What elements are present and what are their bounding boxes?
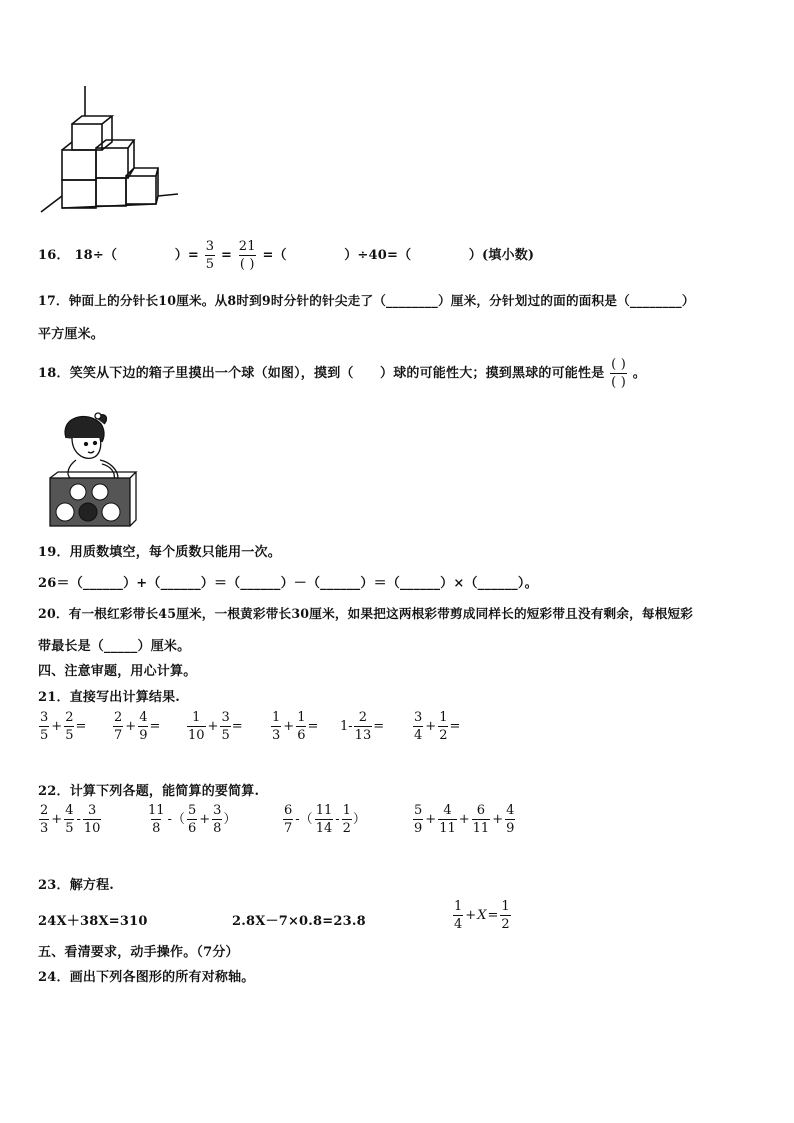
question-23-label: 23．解方程.	[38, 878, 115, 893]
q16-fraction-1: $\frac{3}{5}$	[205, 239, 215, 272]
question-18	[38, 358, 646, 389]
q18-fraction: $\frac{( )}{( )}$	[611, 357, 627, 390]
q21-item-5: 1- $\frac{2}{13}$ =	[340, 710, 385, 743]
q16-label: 16．	[38, 248, 70, 263]
q16-equals: =	[220, 248, 233, 263]
q16-text-c: =（	[262, 248, 287, 263]
question-19-line-2: 26＝（______）+（______）＝（______）－（______）＝（______）×（______）。	[38, 576, 538, 591]
question-16	[38, 240, 534, 271]
question-17-line-2: 平方厘米。	[38, 327, 105, 342]
q22-expression-2: $\frac{11}{8}$ -（ $\frac{5}{6}$ + $\frac{3}{8}$ ）	[148, 803, 237, 836]
q21-item-4: $\frac{1}{3}$ + $\frac{1}{6}$ =	[272, 710, 319, 743]
cube-stack-figure	[38, 84, 183, 216]
question-22-label: 22．计算下列各题，能简算的要简算.	[38, 784, 260, 799]
q21-expressions	[38, 711, 758, 751]
q16-text-b: ）=	[174, 248, 199, 263]
q21-item-2: $\frac{2}{7}$ + $\frac{4}{9}$ =	[114, 710, 161, 743]
q21-item-1: $\frac{3}{5}$ + $\frac{2}{5}$ =	[40, 710, 87, 743]
section-5-heading: 五、看清要求，动手操作。（7分）	[38, 945, 239, 960]
q23-equation-2: 2.8X－7×0.8=23.8	[232, 914, 366, 929]
q22-expression-3: $\frac{6}{7}$ -（ $\frac{11}{14}$ - $\frac{1}{2}$ ）	[284, 803, 366, 836]
question-19-line-1: 19．用质数填空，每个质数只能用一次。	[38, 545, 281, 560]
girl-with-ball-box-illustration	[48, 408, 138, 532]
section-4-heading: 四、注意审题，用心计算。	[38, 664, 197, 679]
q23-equation-1: 24X＋38X=310	[38, 914, 148, 929]
q22-expression-4: $\frac{5}{9}$ + $\frac{4}{11}$ + $\frac{6}{11}$ + $\frac{4}{9}$	[414, 803, 515, 836]
q16-text-e: ）(填小数)	[468, 248, 535, 263]
q23-equation-3: $\frac{1}{4}$ +X= $\frac{1}{2}$	[454, 899, 510, 932]
q16-text-a: 18÷（	[74, 248, 118, 263]
q16-fraction-2: $\frac{21}{( )}$	[238, 239, 256, 272]
question-24: 24．画出下列各图形的所有对称轴。	[38, 970, 255, 985]
q22-expression-1: $\frac{2}{3}$ + $\frac{4}{5}$ - $\frac{3}{10}$	[40, 803, 101, 836]
question-21-label: 21．直接写出计算结果.	[38, 690, 181, 705]
question-20-line-1: 20．有一根红彩带长45厘米，一根黄彩带长30厘米，如果把这两根彩带剪成同样长的短彩带且没有剩余，每根短彩	[38, 606, 694, 621]
q18-text: 18．笑笑从下边的箱子里摸出一个球（如图），摸到（ ）球的可能性大；摸到黑球的可能性是	[38, 366, 605, 381]
question-17-line-1: 17．钟面上的分针长10厘米。从8时到9时分针的针尖走了（________）厘米，分针划过的面的面积是（________）	[38, 293, 695, 308]
q21-item-3: $\frac{1}{10}$ + $\frac{3}{5}$ =	[188, 710, 243, 743]
q21-item-6: $\frac{3}{4}$ + $\frac{1}{2}$ =	[414, 710, 461, 743]
q18-end: 。	[632, 366, 646, 381]
q16-text-d: ）÷40=（	[344, 248, 412, 263]
q22-expressions	[38, 804, 758, 846]
question-20-line-2: 带最长是（_____）厘米。	[38, 639, 191, 654]
